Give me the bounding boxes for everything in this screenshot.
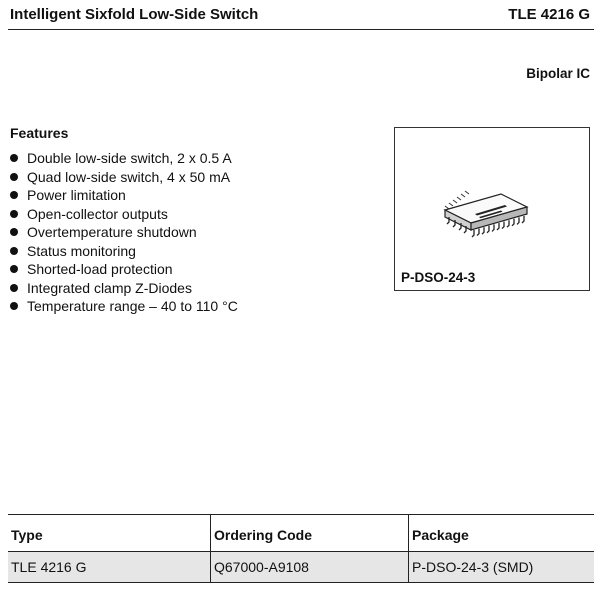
features-heading: Features: [10, 125, 69, 141]
bullet-icon: [10, 265, 18, 273]
feature-text: Overtemperature shutdown: [27, 224, 197, 241]
feature-item: [10, 149, 238, 168]
ordering-table: [8, 514, 594, 583]
bullet-icon: [10, 210, 18, 218]
cell-type: TLE 4216 G: [8, 552, 211, 583]
feature-item: [10, 186, 238, 205]
bullet-icon: [10, 302, 18, 310]
cell-package: P-DSO-24-3 (SMD): [409, 552, 595, 583]
part-number: TLE 4216 G: [508, 6, 590, 23]
bullet-icon: [10, 154, 18, 162]
feature-item: [10, 242, 238, 261]
bullet-icon: [10, 247, 18, 255]
package-label: P-DSO-24-3: [401, 270, 476, 285]
bullet-icon: [10, 191, 18, 199]
bullet-icon: [10, 228, 18, 236]
feature-item: [10, 223, 238, 242]
feature-item: [10, 279, 238, 298]
cell-ordering-code: Q67000-A9108: [211, 552, 409, 583]
feature-text: Double low-side switch, 2 x 0.5 A: [27, 150, 232, 167]
feature-item: [10, 205, 238, 224]
feature-item: [10, 260, 238, 279]
header-rule: [8, 29, 594, 30]
package-figure: [394, 127, 590, 291]
feature-text: Status monitoring: [27, 242, 136, 259]
feature-text: Shorted-load protection: [27, 261, 173, 278]
feature-item: [10, 168, 238, 187]
subtitle: Bipolar IC: [526, 66, 590, 81]
column-header-ordering-code: Ordering Code: [211, 515, 409, 552]
page-title: Intelligent Sixfold Low-Side Switch: [10, 6, 259, 23]
feature-text: Integrated clamp Z-Diodes: [27, 279, 192, 296]
feature-list: [10, 149, 238, 316]
bullet-icon: [10, 173, 18, 181]
table-row: [8, 552, 594, 583]
column-header-type: Type: [8, 515, 211, 552]
feature-item: [10, 297, 238, 316]
bullet-icon: [10, 284, 18, 292]
ic-package-icon: [435, 190, 535, 240]
feature-text: Temperature range – 40 to 110 °C: [27, 298, 238, 315]
table-header-row: [8, 515, 594, 552]
feature-text: Open-collector outputs: [27, 205, 168, 222]
column-header-package: Package: [409, 515, 595, 552]
feature-text: Quad low-side switch, 4 x 50 mA: [27, 168, 231, 185]
feature-text: Power limitation: [27, 187, 126, 204]
